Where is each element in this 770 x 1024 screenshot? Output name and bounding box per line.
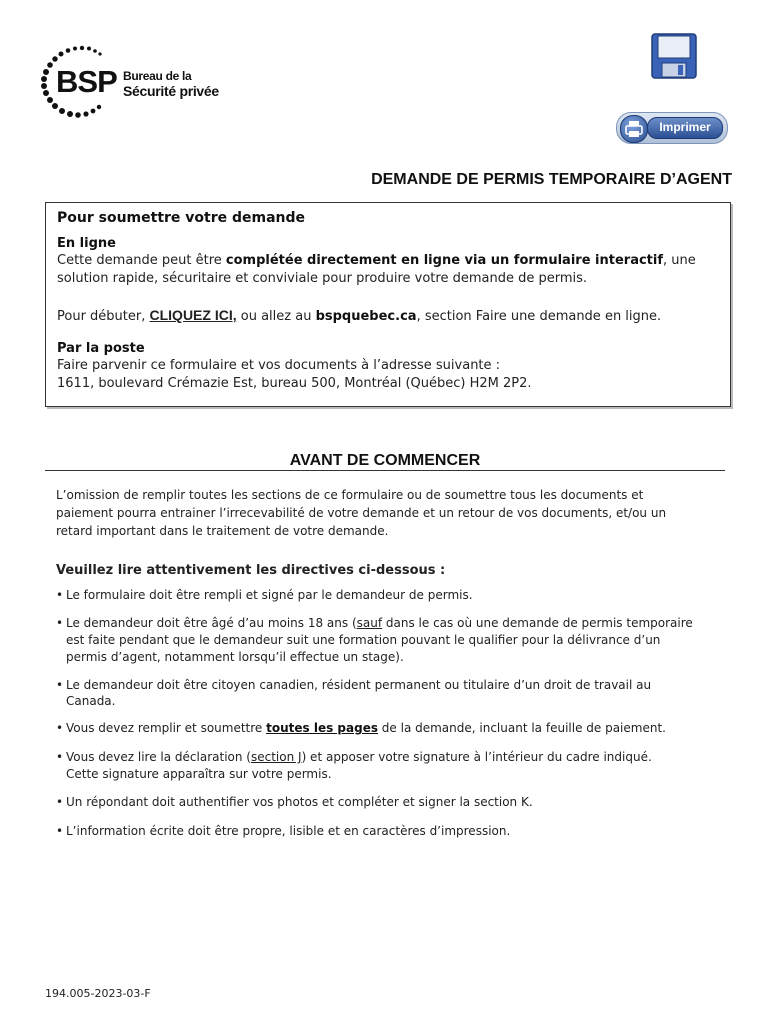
start-online-text: Pour débuter, CLIQUEZ ICI, ou allez au bspquebec.ca, section Faire une demande en ligne.	[57, 307, 662, 324]
intro-line-1: L’omission de remplir toutes les sections de ce formulaire ou de soumettre tous les documents et	[56, 488, 644, 502]
intro-line-2: paiement pourra entrainer l’irrecevabilité de votre demande et un retour de vos documents, et/ou un	[56, 506, 667, 520]
list-item-continuation: Canada.	[66, 694, 116, 708]
form-code: 194.005-2023-03-F	[45, 987, 151, 1000]
list-item-continuation: est faite pendant que le demandeur suit une formation pouvant le qualifier pour la délivrance d’un	[66, 633, 661, 647]
print-button[interactable]	[616, 112, 728, 144]
logo-line-2: Sécurité privée	[123, 83, 219, 99]
logo-abbrev: BSP	[56, 64, 117, 99]
list-item-continuation: Cette signature apparaîtra sur votre permis.	[66, 767, 332, 781]
click-here-link[interactable]: CLIQUEZ ICI,	[149, 307, 237, 323]
bsp-logo	[38, 42, 238, 122]
page-title: DEMANDE DE PERMIS TEMPORAIRE D’AGENT	[371, 171, 732, 188]
submit-instructions-box	[45, 202, 731, 407]
mail-heading: Par la poste	[57, 341, 145, 356]
list-item: • Un répondant doit authentifier vos photos et compléter et signer la section K.	[56, 795, 533, 809]
print-button-label: Imprimer	[659, 120, 711, 134]
submit-heading: Pour soumettre votre demande	[57, 210, 306, 226]
online-heading: En ligne	[57, 236, 116, 251]
section-divider	[45, 470, 725, 471]
list-item: • Le demandeur doit être citoyen canadien, résident permanent ou titulaire d’un droit de travail au	[56, 678, 652, 692]
directives-heading: Veuillez lire attentivement les directives ci-dessous :	[56, 563, 446, 578]
website-link[interactable]: bspquebec.ca	[315, 309, 417, 324]
logo-line-1: Bureau de la	[123, 69, 192, 83]
list-item-continuation: permis d’agent, notamment lorsqu’il effectue un stage).	[66, 650, 404, 664]
list-item: • Le demandeur doit être âgé d’au moins 18 ans (sauf dans le cas où une demande de permis temporaire	[56, 616, 693, 630]
printer-icon	[620, 115, 648, 143]
online-text-line-1: Cette demande peut être complétée directement en ligne via un formulaire interactif, une	[57, 253, 696, 268]
list-item: • Vous devez lire la déclaration (section J) et apposer votre signature à l’intérieur du cadre indiqué.	[56, 750, 652, 764]
mail-text-line-1: Faire parvenir ce formulaire et vos documents à l’adresse suivante :	[57, 358, 501, 373]
online-text-line-2: solution rapide, sécuritaire et conviviale pour produire votre demande de permis.	[57, 271, 588, 286]
list-item: • Vous devez remplir et soumettre toutes les pages de la demande, incluant la feuille de paiement.	[56, 721, 666, 735]
list-item: • L’information écrite doit être propre, lisible et en caractères d’impression.	[56, 824, 511, 838]
intro-line-3: retard important dans le traitement de votre demande.	[56, 524, 389, 538]
list-item: • Le formulaire doit être rempli et signé par le demandeur de permis.	[56, 588, 473, 602]
section-title: AVANT DE COMMENCER	[289, 452, 481, 469]
save-button[interactable]	[651, 33, 697, 79]
floppy-disk-icon	[651, 33, 697, 79]
mail-address: 1611, boulevard Crémazie Est, bureau 500, Montréal (Québec) H2M 2P2.	[57, 376, 532, 391]
